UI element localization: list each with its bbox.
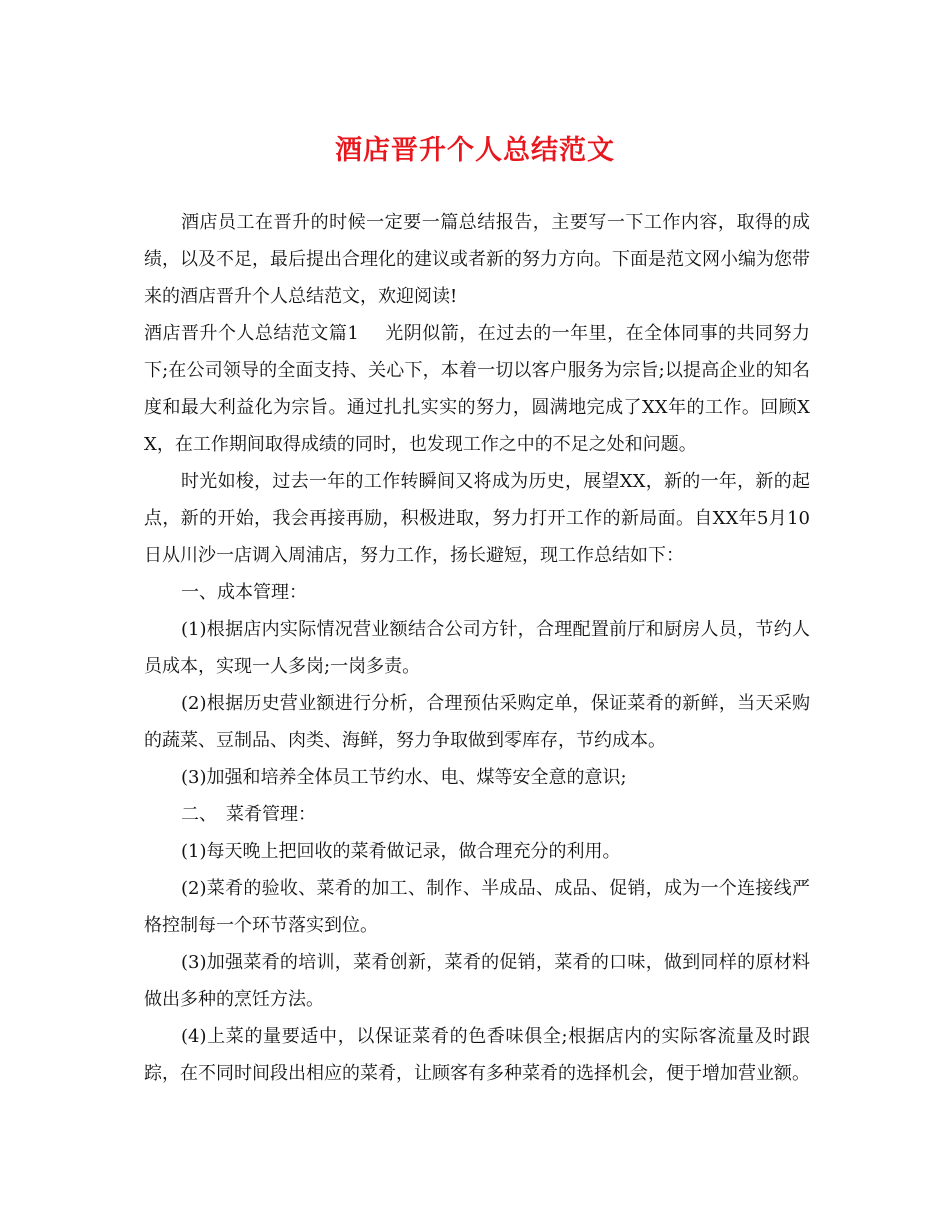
outlook-paragraph: 时光如梭，过去一年的工作转瞬间又将成为历史，展望XX，新的一年，新的起点，新的开始，我会再接再励，积极进取，努力打开工作的新局面。自XX年5月10日从川沙一店调入周浦店，努力工作，扬长避短，现工作总结如下： xyxy=(144,471,810,566)
dish-management-heading: 二、 菜肴管理： xyxy=(181,804,316,825)
cost-item-2: (2)根据历史营业额进行分析，合理预估采购定单，保证菜肴的新鲜，当天采购的蔬菜、豆制品、肉类、海鲜，努力争取做到零库存，节约成本。 xyxy=(144,693,810,751)
dish-item-3: (3)加强菜肴的培训，菜肴创新，菜肴的促销，菜肴的口味，做到同样的原材料做出多种的烹饪方法。 xyxy=(144,952,810,1010)
cost-management-heading: 一、成本管理： xyxy=(181,582,307,603)
document-body xyxy=(144,204,810,1092)
cost-item-1: (1)根据店内实际情况营业额结合公司方针，合理配置前厅和厨房人员，节约人员成本，实现一人多岗;一岗多责。 xyxy=(144,619,810,677)
section-1-text: 光阴似箭，在过去的一年里，在全体同事的共同努力下;在公司领导的全面支持、关心下，本着一切以客户服务为宗旨;以提高企业的知名度和最大利益化为宗旨。通过扎扎实实的努力，圆满地完成了XX年的工作。回顾XX，在工作期间取得成绩的同时，也发现工作之中的不足之处和问题。 xyxy=(144,323,811,455)
document-title: 酒店晋升个人总结范文 xyxy=(335,135,615,166)
section-1-heading: 酒店晋升个人总结范文篇1 xyxy=(144,323,359,344)
section-1-paragraph xyxy=(144,315,810,463)
dish-item-1: (1)每天晚上把回收的菜肴做记录，做合理充分的利用。 xyxy=(181,841,621,862)
cost-item-3: (3)加强和培养全体员工节约水、电、煤等安全意的意识; xyxy=(181,767,627,788)
intro-paragraph: 酒店员工在晋升的时候一定要一篇总结报告，主要写一下工作内容，取得的成绩，以及不足，最后提出合理化的建议或者新的努力方向。下面是范文网小编为您带来的酒店晋升个人总结范文，欢迎阅读! xyxy=(144,212,810,307)
dish-item-4: (4)上菜的量要适中，以保证菜肴的色香味俱全;根据店内的实际客流量及时跟踪，在不同时间段出相应的菜肴，让顾客有多种菜肴的选择机会，便于增加营业额。 xyxy=(144,1026,810,1084)
dish-item-2: (2)菜肴的验收、菜肴的加工、制作、半成品、成品、促销，成为一个连接线严格控制每一个环节落实到位。 xyxy=(144,878,810,936)
